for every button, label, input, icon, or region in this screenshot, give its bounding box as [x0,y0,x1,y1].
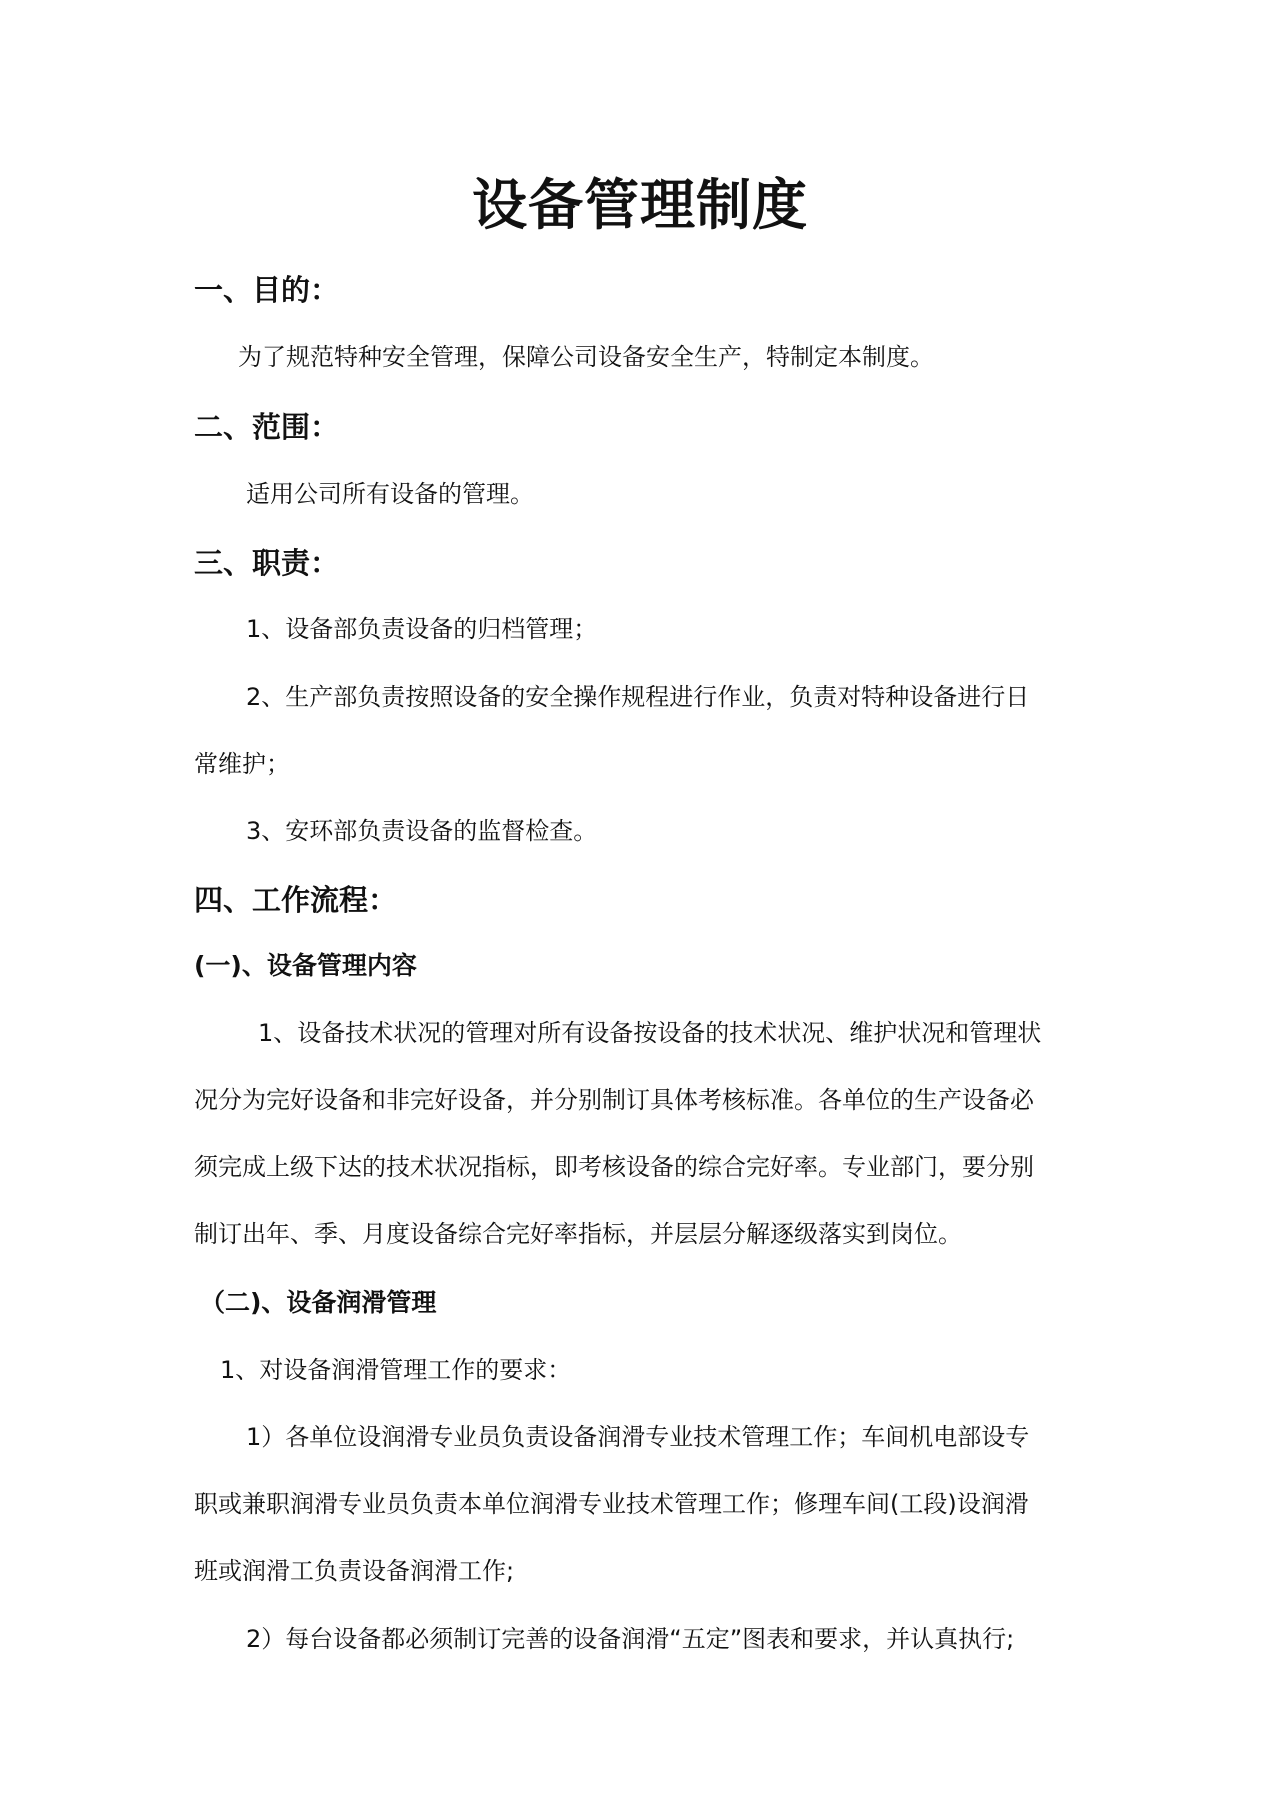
lubrication-line-3: 职或兼职润滑专业员负责本单位润滑专业技术管理工作；修理车间(工段)设润滑 [194,1490,1029,1518]
section-heading-purpose: 一、目的： [194,273,340,307]
lubrication-line-4: 班或润滑工负责设备润滑工作; [194,1557,515,1585]
section-heading-duties: 三、职责： [194,546,340,580]
scope-text: 适用公司所有设备的管理。 [246,480,534,508]
subsection-heading-lubrication-management: （二)、设备润滑管理 [200,1288,437,1317]
duty-item-2-continued: 常维护； [194,750,290,778]
lubrication-line-2: 1）各单位设润滑专业员负责设备润滑专业技术管理工作；车间机电部设专 [246,1423,1030,1451]
duty-item-2: 2、生产部负责按照设备的安全操作规程进行作业，负责对特种设备进行日 [246,683,1030,711]
lubrication-line-5: 2）每台设备都必须制订完善的设备润滑“五定”图表和要求，并认真执行; [246,1625,1015,1653]
equipment-management-line-4: 制订出年、季、月度设备综合完好率指标，并层层分解逐级落实到岗位。 [194,1220,962,1248]
purpose-text: 为了规范特种安全管理，保障公司设备安全生产，特制定本制度。 [238,343,934,371]
section-heading-workflow: 四、工作流程： [194,883,398,917]
equipment-management-line-3: 须完成上级下达的技术状况指标，即考核设备的综合完好率。专业部门，要分别 [194,1153,1034,1181]
document-title: 设备管理制度 [471,173,808,237]
duty-item-1: 1、设备部负责设备的归档管理； [246,615,598,643]
lubrication-line-1: 1、对设备润滑管理工作的要求： [220,1356,572,1384]
section-heading-scope: 二、范围： [194,410,340,444]
equipment-management-line-2: 况分为完好设备和非完好设备，并分别制订具体考核标准。各单位的生产设备必 [194,1086,1034,1114]
duty-item-3: 3、安环部负责设备的监督检查。 [246,817,598,845]
equipment-management-line-1: 1、设备技术状况的管理对所有设备按设备的技术状况、维护状况和管理状 [258,1019,1042,1047]
subsection-heading-equipment-management: (一)、设备管理内容 [194,951,417,980]
